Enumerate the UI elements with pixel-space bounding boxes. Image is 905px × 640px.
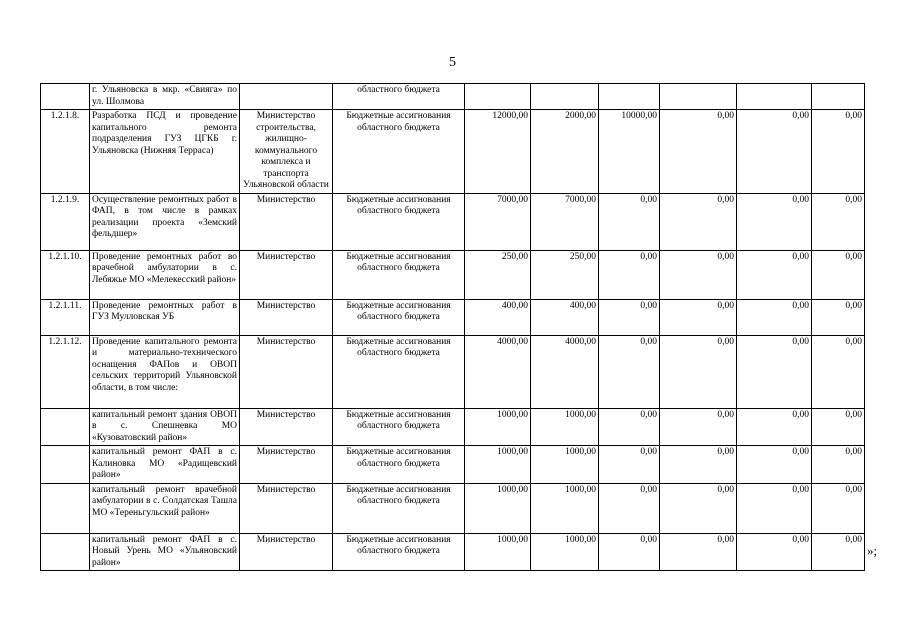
amount-cell: 0,00 [599, 533, 660, 571]
measure-name-cell: Проведение ремонтных работ в ГУЗ Мулловская УБ [90, 299, 240, 335]
funding-source-cell: Бюджетные ассигнования областного бюджета [333, 250, 465, 299]
funding-source-cell: Бюджетные ассигнования областного бюджета [333, 299, 465, 335]
amount-cell: 0,00 [812, 193, 865, 250]
amount-cell: 0,00 [737, 446, 812, 484]
measure-name-cell: капитальный ремонт ФАП в с. Новый Урень МО «Ульяновский район» [90, 533, 240, 571]
amount-cell: 1000,00 [531, 483, 599, 533]
amount-cell: 1000,00 [465, 483, 531, 533]
row-number-cell [41, 84, 90, 110]
amount-cell: 0,00 [812, 533, 865, 571]
amount-cell: 0,00 [812, 335, 865, 408]
amount-cell: 0,00 [599, 446, 660, 484]
table-row [41, 250, 865, 299]
amount-cell: 0,00 [812, 483, 865, 533]
table-row [41, 299, 865, 335]
executor-cell: Министерство [240, 533, 333, 571]
amount-cell: 0,00 [737, 110, 812, 194]
funding-source-cell: Бюджетные ассигнования областного бюджета [333, 446, 465, 484]
amount-cell: 0,00 [599, 299, 660, 335]
amount-cell [812, 84, 865, 110]
table-row [41, 84, 865, 110]
amount-cell: 1000,00 [465, 533, 531, 571]
executor-cell: Министерство [240, 299, 333, 335]
executor-cell [240, 84, 333, 110]
row-number-cell [41, 533, 90, 571]
row-number-cell: 1.2.1.10. [41, 250, 90, 299]
amount-cell: 0,00 [660, 408, 737, 446]
row-number-cell: 1.2.1.8. [41, 110, 90, 194]
measure-name-cell: капитальный ремонт здания ОВОП в с. Спешневка МО «Кузоватовский район» [90, 408, 240, 446]
amount-cell: 0,00 [660, 250, 737, 299]
table-body [41, 84, 865, 571]
amount-cell: 0,00 [812, 408, 865, 446]
amount-cell: 10000,00 [599, 110, 660, 194]
measure-name-cell: г. Ульяновска в мкр. «Свияга» по ул. Шолмова [90, 84, 240, 110]
amount-cell: 0,00 [660, 193, 737, 250]
row-number-cell [41, 483, 90, 533]
measure-name-cell: Осуществление ремонтных работ в ФАП, в том числе в рамках реализации проекта «Земский фельдшер» [90, 193, 240, 250]
amount-cell: 4000,00 [465, 335, 531, 408]
funding-source-cell: Бюджетные ассигнования областного бюджета [333, 110, 465, 194]
amount-cell: 0,00 [737, 408, 812, 446]
amount-cell: 2000,00 [531, 110, 599, 194]
funding-source-cell: Бюджетные ассигнования областного бюджета [333, 533, 465, 571]
table-row [41, 110, 865, 194]
amount-cell: 1000,00 [531, 446, 599, 484]
amount-cell: 0,00 [660, 446, 737, 484]
measure-name-cell: Проведение капитального ремонта и материально-технического оснащения ФАПов и ОВОП сельских территорий Ульяновской области, в том числе: [90, 335, 240, 408]
end-quote-mark: »; [867, 543, 878, 558]
measure-name-cell: Проведение ремонтных работ во врачебной амбулатории в с. Лебяжье МО «Мелекесский район» [90, 250, 240, 299]
amount-cell: 0,00 [737, 299, 812, 335]
measure-name-cell: капитальный ремонт ФАП в с. Калиновка МО «Радищевский район» [90, 446, 240, 484]
amount-cell: 7000,00 [531, 193, 599, 250]
executor-cell: Министерство [240, 335, 333, 408]
amount-cell: 250,00 [465, 250, 531, 299]
row-number-cell: 1.2.1.12. [41, 335, 90, 408]
amount-cell: 0,00 [737, 335, 812, 408]
amount-cell: 12000,00 [465, 110, 531, 194]
amount-cell [660, 84, 737, 110]
amount-cell: 0,00 [812, 299, 865, 335]
amount-cell: 0,00 [737, 193, 812, 250]
amount-cell: 0,00 [660, 483, 737, 533]
amount-cell: 0,00 [737, 533, 812, 571]
table-row [41, 335, 865, 408]
amount-cell: 0,00 [599, 335, 660, 408]
amount-cell: 0,00 [599, 408, 660, 446]
amount-cell: 0,00 [660, 110, 737, 194]
row-number-cell [41, 408, 90, 446]
funding-source-cell: Бюджетные ассигнования областного бюджета [333, 335, 465, 408]
funding-source-cell: Бюджетные ассигнования областного бюджета [333, 408, 465, 446]
funding-source-cell: областного бюджета [333, 84, 465, 110]
amount-cell: 250,00 [531, 250, 599, 299]
amount-cell: 7000,00 [465, 193, 531, 250]
row-number-cell: 1.2.1.9. [41, 193, 90, 250]
row-number-cell: 1.2.1.11. [41, 299, 90, 335]
executor-cell: Министерство [240, 483, 333, 533]
amount-cell: 1000,00 [531, 408, 599, 446]
page-number: 5 [449, 55, 456, 70]
executor-cell: Министерство [240, 446, 333, 484]
amount-cell: 0,00 [737, 483, 812, 533]
table-row [41, 408, 865, 446]
amount-cell: 400,00 [465, 299, 531, 335]
amount-cell: 0,00 [599, 193, 660, 250]
executor-cell: Министерство [240, 193, 333, 250]
amount-cell: 4000,00 [531, 335, 599, 408]
amount-cell: 0,00 [812, 250, 865, 299]
funding-source-cell: Бюджетные ассигнования областного бюджета [333, 193, 465, 250]
amount-cell [737, 84, 812, 110]
amount-cell: 1000,00 [465, 446, 531, 484]
amount-cell: 0,00 [737, 250, 812, 299]
amount-cell: 0,00 [812, 446, 865, 484]
table-row [41, 533, 865, 571]
amount-cell: 1000,00 [465, 408, 531, 446]
funding-source-cell: Бюджетные ассигнования областного бюджета [333, 483, 465, 533]
amount-cell: 0,00 [599, 250, 660, 299]
measure-name-cell: капитальный ремонт врачебной амбулатории в с. Солдатская Ташла МО «Тереньгульский район» [90, 483, 240, 533]
executor-cell: Министерство строительства, жилищно-коммунального комплекса и транспорта Ульяновской области [240, 110, 333, 194]
amount-cell: 0,00 [599, 483, 660, 533]
budget-table [40, 83, 865, 571]
amount-cell: 1000,00 [531, 533, 599, 571]
table-row [41, 483, 865, 533]
amount-cell: 0,00 [660, 533, 737, 571]
amount-cell: 400,00 [531, 299, 599, 335]
executor-cell: Министерство [240, 250, 333, 299]
row-number-cell [41, 446, 90, 484]
amount-cell [599, 84, 660, 110]
measure-name-cell: Разработка ПСД и проведение капитального ремонта подразделения ГУЗ ЦГКБ г. Ульяновска (Нижняя Терраса) [90, 110, 240, 194]
table-row [41, 193, 865, 250]
table-row [41, 446, 865, 484]
amount-cell: 0,00 [812, 110, 865, 194]
executor-cell: Министерство [240, 408, 333, 446]
amount-cell: 0,00 [660, 299, 737, 335]
amount-cell [465, 84, 531, 110]
amount-cell: 0,00 [660, 335, 737, 408]
amount-cell [531, 84, 599, 110]
